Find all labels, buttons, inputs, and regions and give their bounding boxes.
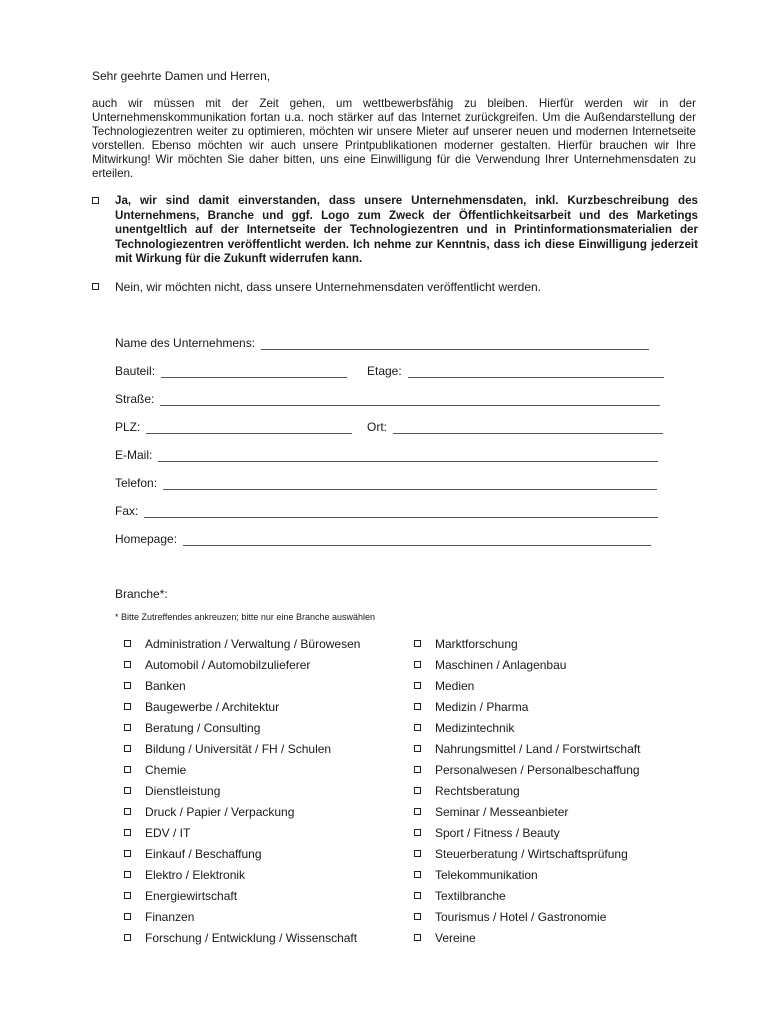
branche-checkbox[interactable] bbox=[414, 640, 421, 647]
zip-label: PLZ: bbox=[115, 420, 141, 434]
phone-label: Telefon: bbox=[115, 476, 158, 490]
branche-option-label: Maschinen / Anlagenbau bbox=[435, 658, 567, 672]
branche-checkbox[interactable] bbox=[124, 892, 131, 899]
building-label: Bauteil: bbox=[115, 364, 156, 378]
branche-checkbox[interactable] bbox=[124, 661, 131, 668]
floor-input-line[interactable] bbox=[408, 367, 664, 378]
branche-checkbox[interactable] bbox=[414, 934, 421, 941]
branche-checkbox[interactable] bbox=[414, 850, 421, 857]
branche-checkbox[interactable] bbox=[124, 913, 131, 920]
branche-checkbox[interactable] bbox=[124, 745, 131, 752]
fax-input-line[interactable] bbox=[144, 507, 658, 518]
branche-option-label: Seminar / Messeanbieter bbox=[435, 805, 569, 819]
branche-option-label: Energiewirtschaft bbox=[145, 889, 238, 903]
company-input-line[interactable] bbox=[261, 339, 649, 350]
fax-label: Fax: bbox=[115, 504, 139, 518]
branche-option-label: Personalwesen / Personalbeschaffung bbox=[435, 763, 640, 777]
branche-option-label: Banken bbox=[145, 679, 186, 693]
branche-option-label: Druck / Papier / Verpackung bbox=[145, 805, 295, 819]
branche-option-label: Marktforschung bbox=[435, 637, 518, 651]
homepage-input-line[interactable] bbox=[183, 535, 651, 546]
branche-checkbox[interactable] bbox=[124, 640, 131, 647]
branche-option-label: Steuerberatung / Wirtschaftsprüfung bbox=[435, 847, 628, 861]
branche-checkbox[interactable] bbox=[414, 913, 421, 920]
branche-option-label: Einkauf / Beschaffung bbox=[145, 847, 262, 861]
street-label: Straße: bbox=[115, 392, 155, 406]
branche-option-label: Bildung / Universität / FH / Schulen bbox=[145, 742, 332, 756]
branche-checkbox[interactable] bbox=[414, 766, 421, 773]
city-field[interactable] bbox=[367, 420, 663, 434]
branche-checkbox[interactable] bbox=[124, 871, 131, 878]
branche-checkbox[interactable] bbox=[124, 934, 131, 941]
branche-option-label: Tourismus / Hotel / Gastronomie bbox=[435, 910, 607, 924]
branche-option-label: Administration / Verwaltung / Bürowesen bbox=[145, 637, 361, 651]
branche-checkbox[interactable] bbox=[124, 850, 131, 857]
floor-field[interactable] bbox=[367, 364, 664, 378]
street-input-line[interactable] bbox=[160, 395, 660, 406]
branche-option-label: Medizintechnik bbox=[435, 721, 515, 735]
branche-option-label: Vereine bbox=[435, 931, 476, 945]
city-label: Ort: bbox=[367, 420, 387, 434]
email-field[interactable] bbox=[115, 448, 658, 462]
consent-no-checkbox[interactable] bbox=[92, 283, 99, 290]
branche-option-label: Rechtsberatung bbox=[435, 784, 520, 798]
branche-option-label: Medizin / Pharma bbox=[435, 700, 529, 714]
branche-checkbox[interactable] bbox=[124, 703, 131, 710]
branche-option-label: Forschung / Entwicklung / Wissenschaft bbox=[145, 931, 358, 945]
street-field[interactable] bbox=[115, 392, 660, 406]
building-field[interactable] bbox=[115, 364, 347, 378]
branche-option-label: Elektro / Elektronik bbox=[145, 868, 246, 882]
phone-field[interactable] bbox=[115, 476, 657, 490]
branche-checkbox[interactable] bbox=[414, 682, 421, 689]
branche-checkbox[interactable] bbox=[414, 892, 421, 899]
branche-option-label: Finanzen bbox=[145, 910, 195, 924]
branche-checkbox[interactable] bbox=[414, 661, 421, 668]
intro-paragraph: auch wir müssen mit der Zeit gehen, um wettbewerbsfähig zu bleiben. Hierfür werden wir in der Unternehmenskommunikation fortan u.a. noch stärker auf das Internet zurückgreifen. Um die Außendarstellung der Technologiezentren weiter zu optimieren, möchten wir unsere Mieter auf unserer neuen und modernen Internetseite vorstellen. Ebenso möchten wir auch unsere Printpublikationen moderner gestalten. Hierfür brauchen wir Ihre Mitwirkung! Wir möchten Sie daher bitten, uns eine Einwilligung für die Verwendung Ihrer Unternehmensdaten zu erteilen. bbox=[92, 97, 696, 180]
phone-input-line[interactable] bbox=[163, 479, 657, 490]
branche-checkbox[interactable] bbox=[124, 787, 131, 794]
branche-checkbox[interactable] bbox=[414, 724, 421, 731]
branche-option-label: Chemie bbox=[145, 763, 187, 777]
branche-checkbox[interactable] bbox=[414, 703, 421, 710]
company-field[interactable] bbox=[115, 336, 649, 350]
homepage-field[interactable] bbox=[115, 532, 651, 546]
consent-no-option[interactable] bbox=[92, 280, 541, 294]
branche-note: * Bitte Zutreffendes ankreuzen; bitte nur eine Branche auswählen bbox=[115, 612, 375, 622]
email-input-line[interactable] bbox=[158, 451, 658, 462]
email-label: E-Mail: bbox=[115, 448, 153, 462]
branche-checkbox[interactable] bbox=[414, 787, 421, 794]
branche-option-label: Automobil / Automobilzulieferer bbox=[145, 658, 311, 672]
branche-option-label: Nahrungsmittel / Land / Forstwirtschaft bbox=[435, 742, 641, 756]
building-input-line[interactable] bbox=[161, 367, 347, 378]
branche-option-label: Medien bbox=[435, 679, 475, 693]
consent-yes-option[interactable] bbox=[92, 194, 698, 267]
branche-checkbox[interactable] bbox=[124, 682, 131, 689]
branche-option-label: EDV / IT bbox=[145, 826, 191, 840]
branche-checkbox[interactable] bbox=[124, 766, 131, 773]
zip-field[interactable] bbox=[115, 420, 352, 434]
zip-input-line[interactable] bbox=[146, 423, 352, 434]
branche-heading: Branche*: bbox=[115, 587, 168, 601]
branche-checkbox[interactable] bbox=[414, 745, 421, 752]
salutation: Sehr geehrte Damen und Herren, bbox=[92, 69, 271, 83]
consent-yes-text: Ja, wir sind damit einverstanden, dass unsere Unternehmensdaten, inkl. Kurzbeschreibung des Unternehmens, Branche und ggf. Logo zum Zweck der Öffentlichkeitsarbeit und des Marketings unentgeltlich auf der Internetseite der Technologiezentren und in Printinformationsmaterialien der Technologiezentren veröffentlicht werden. Ich nehme zur Kenntnis, dass ich diese Einwilligung jederzeit mit Wirkung für die Zukunft widerrufen kann. bbox=[115, 194, 698, 265]
branche-option-label: Sport / Fitness / Beauty bbox=[435, 826, 560, 840]
consent-no-text: Nein, wir möchten nicht, dass unsere Unternehmensdaten veröffentlicht werden. bbox=[115, 280, 542, 294]
consent-yes-checkbox[interactable] bbox=[92, 197, 99, 204]
homepage-label: Homepage: bbox=[115, 532, 178, 546]
branche-option-label: Beratung / Consulting bbox=[145, 721, 261, 735]
branche-option-label: Baugewerbe / Architektur bbox=[145, 700, 280, 714]
branche-checkbox[interactable] bbox=[414, 871, 421, 878]
branche-checkbox[interactable] bbox=[124, 724, 131, 731]
city-input-line[interactable] bbox=[393, 423, 663, 434]
company-label: Name des Unternehmens: bbox=[115, 336, 256, 350]
branche-checkbox[interactable] bbox=[414, 829, 421, 836]
branche-checkbox[interactable] bbox=[414, 808, 421, 815]
branche-option-label: Dienstleistung bbox=[145, 784, 221, 798]
branche-checkbox[interactable] bbox=[124, 829, 131, 836]
branche-checkbox[interactable] bbox=[124, 808, 131, 815]
branche-option-label: Telekommunikation bbox=[435, 868, 538, 882]
fax-field[interactable] bbox=[115, 504, 658, 518]
branche-option-label: Textilbranche bbox=[435, 889, 506, 903]
floor-label: Etage: bbox=[367, 364, 402, 378]
